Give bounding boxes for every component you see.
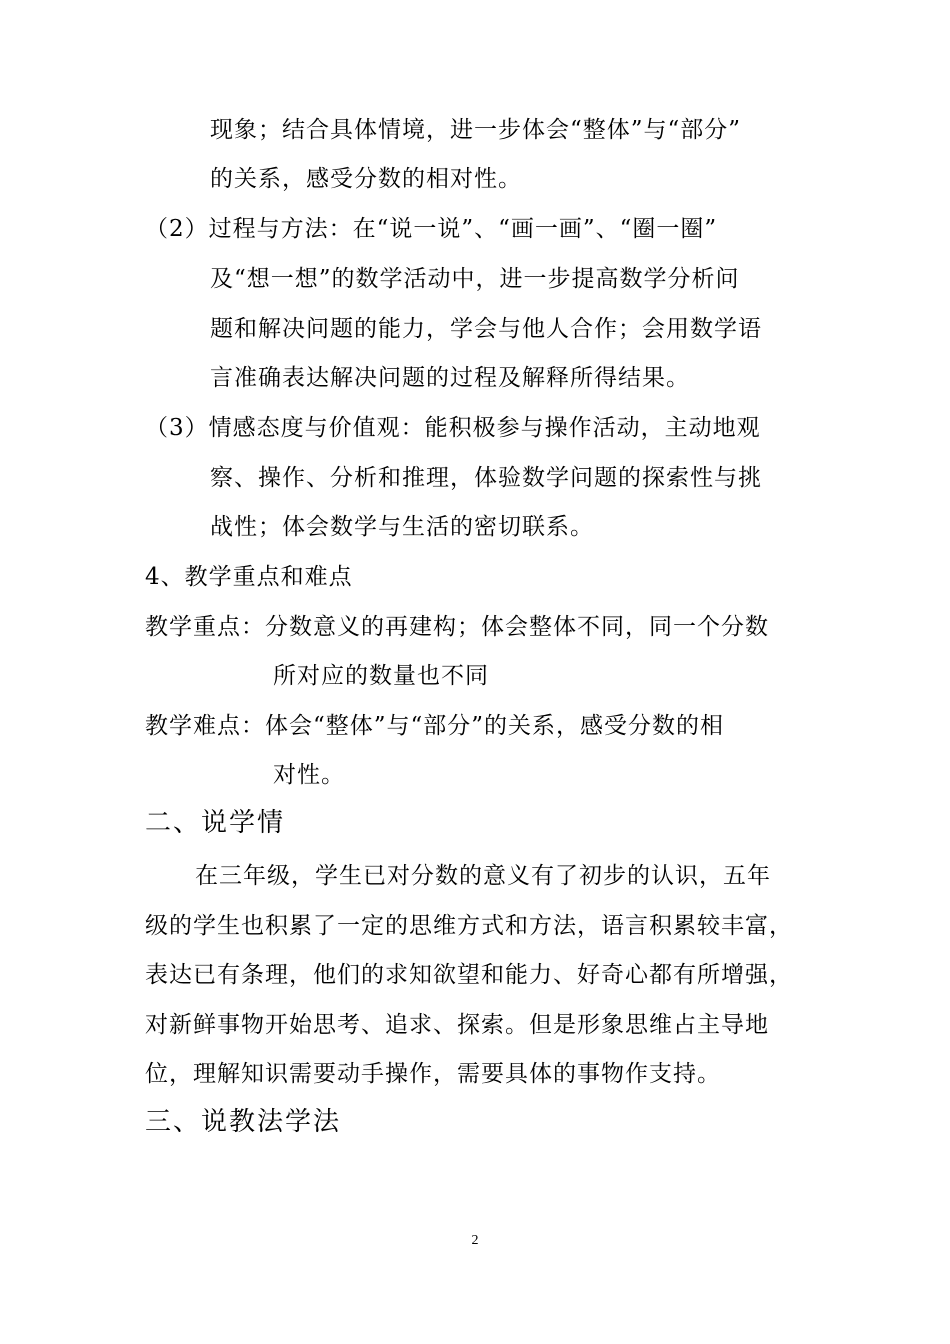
- section-two-heading: 二、说学情: [145, 808, 286, 838]
- section-three-heading: 三、说教法学法: [145, 1107, 342, 1137]
- key-difficulty-line-2: 对性。: [273, 762, 345, 788]
- section-two-paragraph-line-5: 位，理解知识需要动手操作，需要具体的事物作支持。: [145, 1061, 721, 1087]
- objective-emotion-line-3: 战性；体会数学与生活的密切联系。: [210, 514, 594, 540]
- key-focus-line-2: 所对应的数量也不同: [273, 663, 489, 689]
- key-difficulty-line-1: 教学难点：体会“整体”与“部分”的关系，感受分数的相: [145, 713, 725, 739]
- objective-knowledge-line-2: 的关系，感受分数的相对性。: [210, 166, 522, 192]
- objective-process-line-1: （2）过程与方法：在“说一说”、“画一画”、“圈一圈”: [145, 216, 718, 242]
- section-two-paragraph-line-1: 在三年级，学生已对分数的意义有了初步的认识，五年: [195, 863, 771, 889]
- page-number: 2: [471, 1233, 479, 1248]
- section-two-paragraph-line-3: 表达已有条理，他们的求知欲望和能力、好奇心都有所增强，: [145, 962, 793, 988]
- objective-process-line-4: 言准确表达解决问题的过程及解释所得结果。: [210, 365, 690, 391]
- objective-emotion-line-1: （3）情感态度与价值观：能积极参与操作活动，主动地观: [145, 415, 761, 441]
- section-two-paragraph-line-4: 对新鲜事物开始思考、追求、探索。但是形象思维占主导地: [145, 1012, 769, 1038]
- objective-knowledge-line-1: 现象；结合具体情境，进一步体会“整体”与“部分”: [210, 117, 742, 143]
- objective-process-line-3: 题和解决问题的能力，学会与他人合作；会用数学语: [210, 316, 762, 342]
- key-focus-line-1: 教学重点：分数意义的再建构；体会整体不同，同一个分数: [145, 614, 769, 640]
- section-two-paragraph-line-2: 级的学生也积累了一定的思维方式和方法，语言积累较丰富，: [145, 913, 793, 939]
- key-points-heading: 4、教学重点和难点: [145, 564, 353, 590]
- objective-emotion-line-2: 察、操作、分析和推理，体验数学问题的探索性与挑: [210, 465, 762, 491]
- objective-process-line-2: 及“想一想”的数学活动中，进一步提高数学分析问: [210, 266, 740, 292]
